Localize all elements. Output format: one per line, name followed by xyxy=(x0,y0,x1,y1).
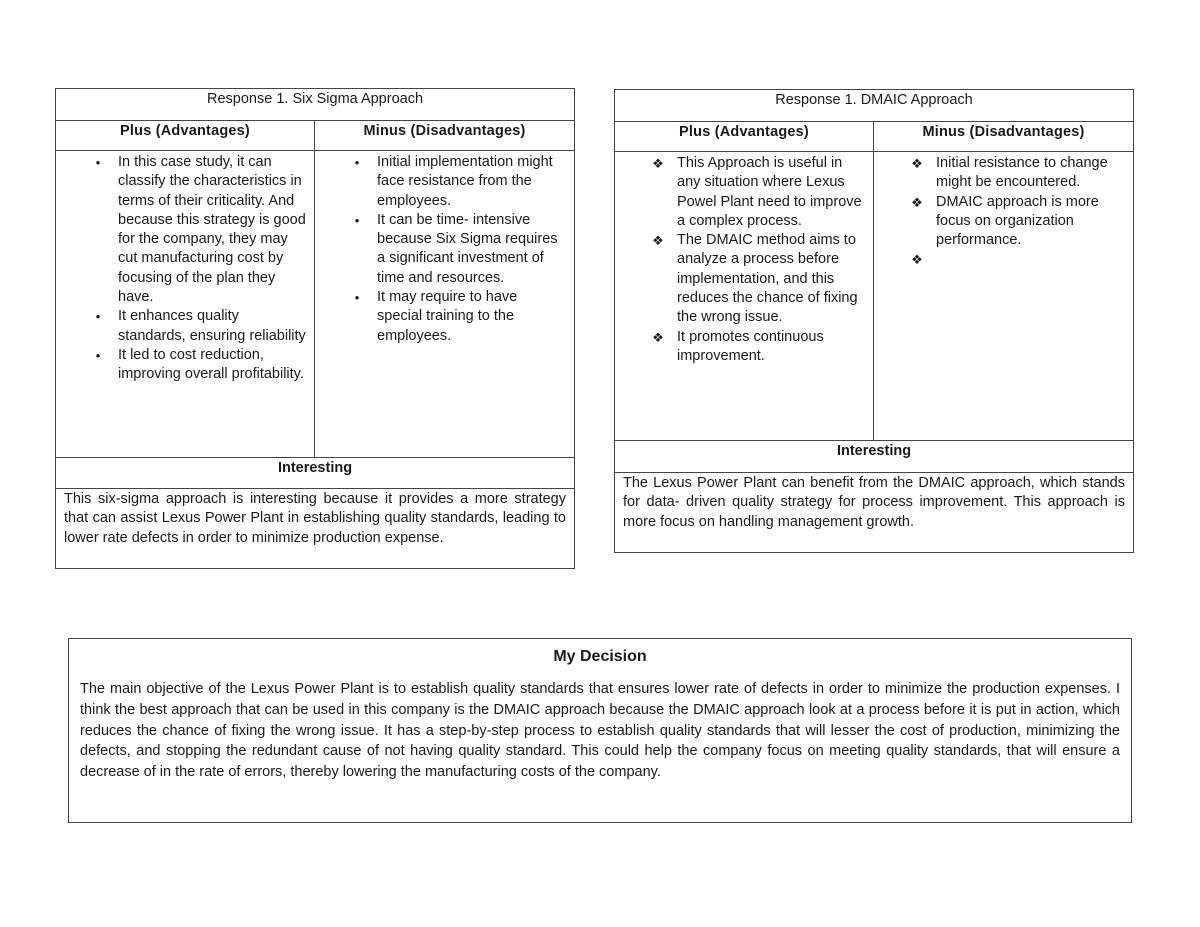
dmaic-minus-header: Minus (Disadvantages) xyxy=(874,122,1134,152)
six-sigma-plus-header: Plus (Advantages) xyxy=(56,121,315,151)
six-sigma-interesting-header: Interesting xyxy=(56,458,575,489)
list-item xyxy=(874,250,1133,269)
six-sigma-interesting-text: This six-sigma approach is interesting because it provides a more strategy that can assist Lexus Power Plant in establishing quality standards, leading to lower rate defects in order to minimize production expense. xyxy=(56,489,575,569)
bullet-icon: • xyxy=(95,347,101,363)
bullet-icon: • xyxy=(354,212,360,228)
six-sigma-plus-cell xyxy=(56,151,315,458)
diamond-bullet-icon: ❖ xyxy=(911,156,923,171)
dmaic-minus-cell xyxy=(874,152,1134,441)
list-item: • It can be time- intensive because Six Sigma requires a significant investment of time and resources. xyxy=(315,211,574,288)
diamond-bullet-icon: ❖ xyxy=(911,194,923,210)
six-sigma-title: Response 1. Six Sigma Approach xyxy=(56,89,575,121)
bullet-icon: • xyxy=(95,309,101,325)
list-item: • In this case study, it can classify the characteristics in terms of their criticality. And because this strategy is good for the company, they may cut manufacturing cost by focusing of the plan they have. xyxy=(56,153,314,307)
bullet-icon: • xyxy=(354,155,360,170)
six-sigma-minus-list xyxy=(315,153,574,346)
six-sigma-minus-header: Minus (Disadvantages) xyxy=(315,121,575,151)
six-sigma-table xyxy=(55,88,575,569)
diamond-bullet-icon: ❖ xyxy=(652,233,664,249)
list-item: • It may require to have special training to the employees. xyxy=(315,288,574,346)
list-item: • It led to cost reduction, improving overall profitability. xyxy=(56,346,314,385)
diamond-bullet-icon: ❖ xyxy=(652,329,664,345)
six-sigma-minus-cell xyxy=(315,151,575,458)
dmaic-title: Response 1. DMAIC Approach xyxy=(615,90,1134,122)
list-item: ❖ This Approach is useful in any situation where Lexus Powel Plant need to improve a complex process. xyxy=(615,154,873,231)
dmaic-interesting-text: The Lexus Power Plant can benefit from the DMAIC approach, which stands for data- driven quality strategy for process improvement. This approach is more focus on handling management growth. xyxy=(615,473,1134,553)
list-item: ❖ Initial resistance to change might be encountered. xyxy=(874,154,1133,193)
decision-text: The main objective of the Lexus Power Plant is to establish quality standards that ensures lower rate of defects in order to minimize the production expenses. I think the best approach that can be used in this company is the DMAIC approach because the DMAIC approach look at a process before it is put in action, which reduces the chance of fixing the wrong issue. It has a step-by-step process to establish quality standards that will lesser the cost of production, minimizing the defects, and stopping the redundant cause of not having quality standard. This could help the company focus on meeting quality standards, that will ensure a decrease of in the rate of errors, thereby lowering the manufacturing costs of the company. xyxy=(80,681,1120,781)
dmaic-minus-list xyxy=(874,154,1133,269)
six-sigma-plus-list xyxy=(56,153,314,385)
list-item: ❖ DMAIC approach is more focus on organization performance. xyxy=(874,193,1133,251)
dmaic-plus-list xyxy=(615,154,873,366)
dmaic-table xyxy=(614,89,1134,553)
diamond-bullet-icon: ❖ xyxy=(652,156,664,171)
diamond-bullet-icon: ❖ xyxy=(911,252,923,268)
list-item: ❖ It promotes continuous improvement. xyxy=(615,328,873,367)
dmaic-interesting-header: Interesting xyxy=(615,441,1134,473)
list-item: • Initial implementation might face resistance from the employees. xyxy=(315,153,574,211)
decision-box xyxy=(68,638,1132,823)
dmaic-plus-header: Plus (Advantages) xyxy=(615,122,874,152)
list-item: • It enhances quality standards, ensuring reliability xyxy=(56,307,314,346)
list-item: ❖ The DMAIC method aims to analyze a process before implementation, and this reduces the chance of fixing the wrong issue. xyxy=(615,231,873,327)
bullet-icon: • xyxy=(354,290,360,306)
dmaic-plus-cell xyxy=(615,152,874,441)
decision-title: My Decision xyxy=(553,648,647,665)
bullet-icon: • xyxy=(95,155,101,170)
